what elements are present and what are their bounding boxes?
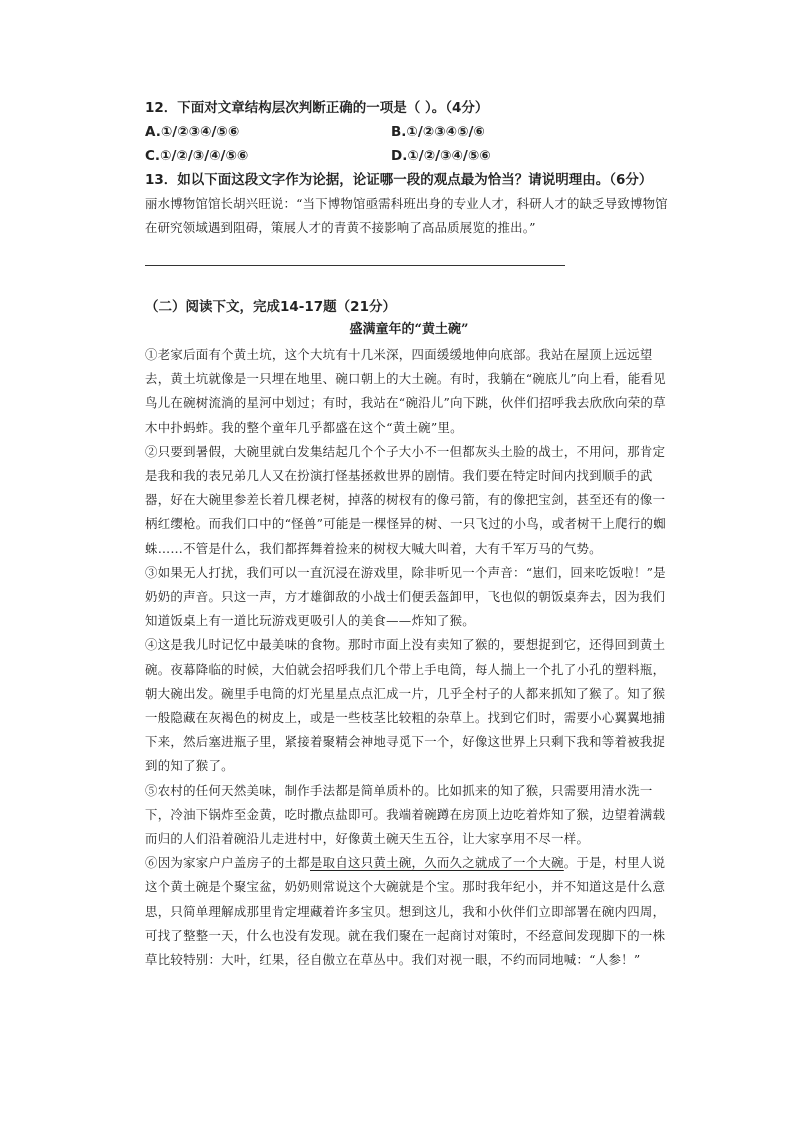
question-12-stem: 12．下面对文章结构层次判断正确的一项是（ ）。（4分） — [145, 100, 489, 116]
paragraph-6-underlined: 是取自这只黄土碗，久而久之就成了一个大碗 — [309, 855, 564, 871]
exam-page — [145, 96, 673, 972]
paragraph-5: ⑤农村的任何天然美味，制作手法都是简单质朴的。比如抓来的知了猴，只需要用清水洗一下，冷油下锅炸至金黄，吃时撒点盐即可。我端着碗蹲在房顶上边吃着炸知了猴，边望着满载而归的人们沿着碗沿儿走进村中，好像黄土碗天生五谷，让大家享用不尽一样。 — [145, 782, 666, 847]
question-12-options — [145, 120, 673, 168]
paragraph-3: ③如果无人打扰，我们可以一直沉浸在游戏里，除非听见一个声音：“崽们，回来吃饭啦！”是奶奶的声音。只这一声，方才雄御敌的小战士们便丢盔卸甲，飞也似的朝饭桌奔去，因为我们知道饭桌上有一道比玩游戏更吸引人的美食——炸知了猴。 — [145, 564, 666, 629]
paragraph-2: ②只要到暑假，大碗里就白发集结起几个个子大小不一但都灰头土脸的战士，不用问，那肯定是我和我的表兄弟几人又在扮演打怪基拯救世界的剧情。我们要在特定时间内找到顺手的武器，好在大碗里参差长着几棵老树，掉落的树杈有的像弓箭，有的像把宝剑，甚至还有的像一柄红缨枪。而我们口中的“怪兽”可能是一棵怪异的树、一只飞过的小鸟，或者树干上爬行的蜘蛛……不管是什么，我们都挥舞着捡来的树杈大喊大叫着，大有千军万马的气势。 — [145, 443, 666, 556]
option-a: A.①/②③④/⑤⑥ — [145, 124, 240, 140]
question-13-quote: 丽水博物馆馆长胡兴旺说：“当下博物馆亟需科班出身的专业人才，科研人才的缺乏导致博物馆在研究领域遇到阻碍，策展人才的青黄不接影响了高品质展览的推出。” — [145, 196, 668, 235]
question-13-stem: 13．如以下面这段文字作为论据，论证哪一段的观点最为恰当？请说明理由。（6分） — [145, 172, 653, 188]
paragraph-4: ④这是我儿时记忆中最美味的食物。那时市面上没有卖知了猴的，要想捉到它，还得回到黄土碗。夜幕降临的时候，大伯就会招呼我们几个带上手电筒，每人揣上一个扎了小孔的塑料瓶，朝大碗出发。碗里手电筒的灯光星星点点汇成一片，几乎全村子的人都来抓知了猴了。知了猴一般隐藏在灰褐色的树皮上，或是一些枝茎比较粗的杂草上。找到它们时，需要小心翼翼地捕下来，然后塞进瓶子里，紧接着聚精会神地寻觅下一个，好像这世界上只剩下我和等着被我捉到的知了猴了。 — [145, 637, 666, 774]
option-d: D.①/②/③④/⑤⑥ — [391, 148, 491, 164]
option-c: C.①/②/③/④/⑤⑥ — [145, 148, 249, 164]
paragraph-6-after: 。于是，村里人说这个黄土碗是个聚宝盆，奶奶则常说这个大碗就是个宝。那时我年纪小，并不知道这是什么意思，只简单理解成那里肯定埋藏着许多宝贝。想到这儿，我和小伙伴们立即部署在碗内四周，可找了整整一天，什么也没有发现。就在我们聚在一起商讨对策时，不经意间发现脚下的一株草比较特别：大叶，红果，径自傲立在草丛中。我们对视一眼，不约而同地喊：“人参！” — [145, 855, 666, 968]
paragraph-6 — [145, 851, 673, 972]
section-2-heading: （二）阅读下文，完成14-17题（21分） — [145, 299, 396, 315]
answer-line[interactable] — [145, 265, 565, 266]
option-b: B.①/②③④⑤/⑥ — [391, 124, 485, 140]
paragraph-1: ①老家后面有个黄土坑，这个大坑有十几米深，四面缓缓地伸向底部。我站在屋顶上远远望去，黄土坑就像是一只埋在地里、碗口朝上的大土碗。有时，我躺在“碗底儿”向上看，能看见鸟儿在碗树流淌的星河中划过；有时，我站在“碗沿儿”向下跳，伙伴们招呼我去欣欣向荣的草木中扑蚂蚱。我的整个童年几乎都盛在这个“黄土碗”里。 — [145, 347, 666, 435]
paragraph-6-before: ⑥因为家家户户盖房子的土都 — [145, 855, 310, 871]
article-title: 盛满童年的“黄土碗” — [349, 322, 469, 337]
